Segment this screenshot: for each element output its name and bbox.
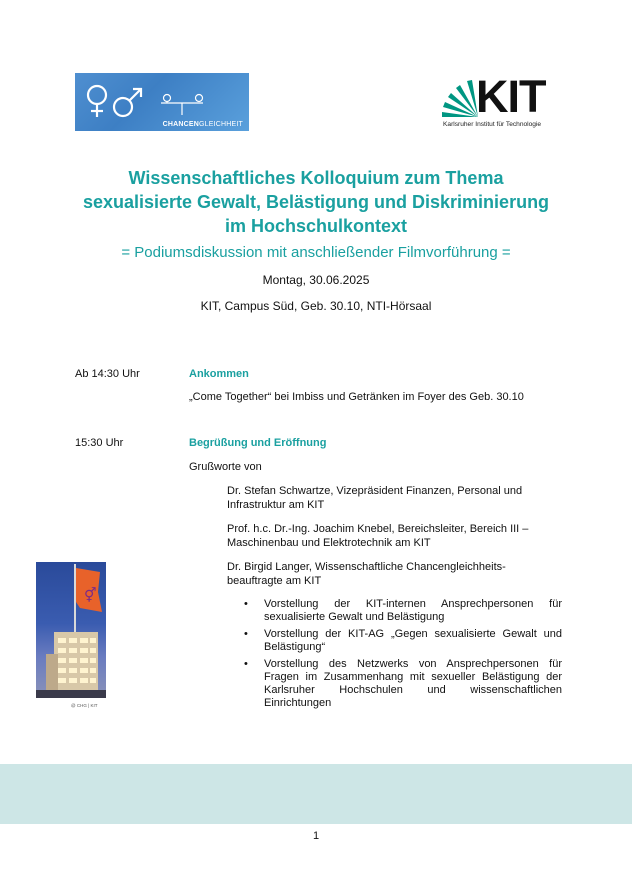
bullet-icon: •	[244, 658, 248, 670]
chancengleichheit-logo	[75, 73, 249, 131]
title-line-1: Wissenschaftliches Kolloquium zum Thema	[128, 168, 504, 188]
bullet-icon: •	[244, 628, 248, 640]
kit-fan-icon	[440, 77, 480, 121]
event-location: KIT, Campus Süd, Geb. 30.10, NTI-Hörsaal	[200, 299, 432, 313]
speaker-2-line-1: Prof. h.c. Dr.-Ing. Joachim Knebel, Bereichsleiter, Bereich III –	[227, 523, 529, 535]
building-flag-photo	[36, 562, 106, 698]
photo-credit: @ CHG | KIT	[71, 703, 98, 708]
speaker-3-line-2: beauftragte am KIT	[227, 575, 322, 587]
title-line-3: im Hochschulkontext	[224, 216, 408, 236]
speaker-3-line-1: Dr. Birgid Langer, Wissenschaftliche Chancengleichheits-	[227, 561, 506, 573]
event-date: Montag, 30.06.2025	[262, 273, 370, 287]
speaker-2	[227, 522, 559, 550]
speaker-2-line-2: Maschinenbau und Elektrotechnik am KIT	[227, 537, 431, 549]
logo-text-chancen: CHANCEN	[162, 121, 199, 128]
speaker-1-line-1: Dr. Stefan Schwartze, Vizepräsident Finanzen, Personal und	[227, 485, 523, 497]
program-time-1: Ab 14:30 Uhr	[75, 368, 140, 380]
speaker-1	[227, 484, 559, 512]
title-line-2: sexualisierte Gewalt, Belästigung und Diskriminierung	[82, 192, 550, 212]
program-heading-1: Ankommen	[189, 368, 249, 380]
list-item: • Vorstellung der KIT-internen Ansprechpersonen für sexualisierte Gewalt und Belästigung	[244, 598, 562, 623]
kit-wordmark: KIT	[476, 71, 546, 122]
logo-text-gleichheit: GLEICHHEIT	[198, 121, 243, 128]
program-time-2: 15:30 Uhr	[75, 437, 124, 449]
speaker-3	[227, 560, 559, 588]
kit-logo	[440, 73, 560, 131]
subtitle: = Podiumsdiskussion mit anschließender Filmvorführung =	[121, 244, 511, 261]
footer-band	[0, 764, 632, 824]
program-heading-2: Begrüßung und Eröffnung	[189, 437, 327, 449]
bullet-icon: •	[244, 598, 248, 610]
svg-text:⚥: ⚥	[84, 588, 97, 604]
flag-building-image	[36, 562, 106, 698]
list-item: • Vorstellung der KIT-AG „Gegen sexualisierte Gewalt und Belästigung“	[244, 628, 562, 653]
program-text-1: „Come Together“ bei Imbiss und Getränken im Foyer des Geb. 30.10	[189, 391, 524, 403]
bullet-list	[244, 598, 562, 714]
kit-subtitle: Karlsruher Institut für Technologie	[443, 121, 542, 128]
speaker-1-line-2: Infrastruktur am KIT	[227, 499, 325, 511]
list-item: • Vorstellung des Netzwerks von Ansprechpersonen für Fragen im Zusammenhang mit sexueller Belästigung der Karlsruher Hochschulen und wissenschaftlichen Einrichtungen	[244, 658, 562, 709]
page-number: 1	[312, 830, 320, 842]
greetings-intro: Grußworte von	[189, 461, 262, 473]
